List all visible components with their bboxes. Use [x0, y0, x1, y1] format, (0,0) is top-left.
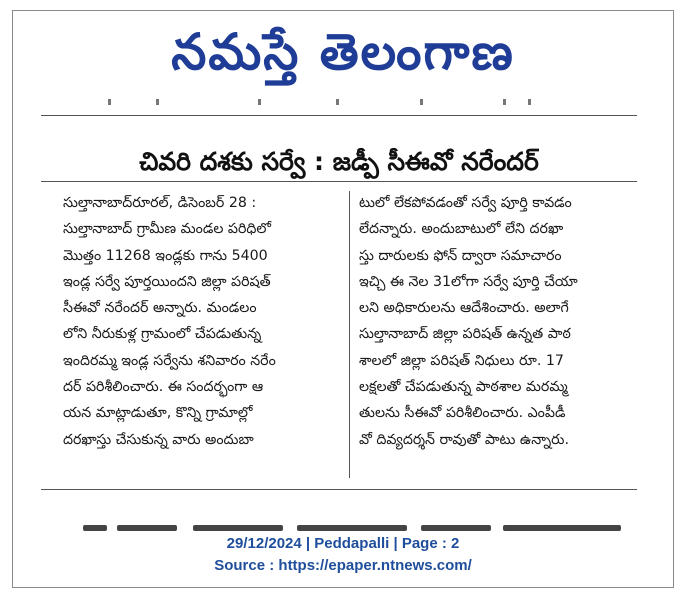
- article-line: దరఖాస్తు చేసుకున్న వారు అందుబా: [63, 431, 254, 448]
- article-line: మొత్తం 11268 ఇండ్లకు గాను 5400: [63, 247, 268, 264]
- newspaper-masthead: [13, 17, 673, 87]
- article-line: ఇందిరమ్మ ఇండ్ల సర్వేను శనివారం నరేం: [63, 352, 276, 369]
- masthead-title: నమస్తే తెలంగాణ: [171, 23, 515, 81]
- top-divider: [41, 115, 637, 116]
- article-line: సుల్తానాబాద్‌రూరల్, డిసెంబర్ 28 :: [63, 195, 257, 211]
- cropped-next-headline: [83, 523, 623, 533]
- clipping-frame: [12, 10, 674, 588]
- article-line: దర్ పరిశీలించారు. ఈ సందర్భంగా ఆ: [63, 379, 264, 396]
- article-column-1: [63, 190, 341, 453]
- headline-divider: [41, 181, 637, 182]
- article-line: ఇండ్ల సర్వే పూర్తయిందని జిల్లా పరిషత్: [63, 273, 271, 290]
- article-headline: [41, 147, 637, 183]
- article-line: సుల్తానాబాద్ గ్రామీణ మండల పరిధిలో: [63, 221, 272, 238]
- footer-date-line: 29/12/2024 | Peddapalli | Page : 2: [226, 535, 460, 552]
- cropped-text-remnant: [108, 99, 538, 107]
- column-divider: [349, 191, 350, 478]
- headline-text: చివరి దశకు సర్వే : జడ్పీ సీఈవో నరేందర్: [139, 147, 539, 176]
- footer-source-line: Source : https://epaper.ntnews.com/: [214, 557, 472, 574]
- article-line: సుల్తానాబాద్ జిల్లా పరిషత్ ఉన్నత పాఠ: [359, 326, 571, 343]
- article-line: స్తు దారులకు ఫోన్ ద్వారా సమాచారం: [359, 247, 562, 264]
- article-line: లక్షలతో చేపడుతున్న పాఠశాల మరమ్మ: [359, 379, 568, 396]
- article-line: శాలలో జిల్లా పరిషత్ నిధులు రూ. 17: [359, 352, 564, 369]
- article-line: టులో లేకపోవడంతో సర్వే పూర్తి కావడం: [359, 195, 572, 211]
- article-line: సీఈవో నరేందర్ అన్నారు. మండలం: [63, 300, 257, 317]
- bottom-divider: [41, 489, 637, 490]
- article-line: తులను సీఈవో పరిశీలించారు. ఎంపీడీ: [359, 405, 566, 422]
- article-line: లేదన్నారు. అందుబాటులో లేని దరఖా: [359, 221, 564, 238]
- article-line: వో దివ్యదర్శన్ రావుతో పాటు ఉన్నారు.: [359, 431, 569, 448]
- article-column-2: [359, 190, 629, 453]
- article-line: లని అధికారులను ఆదేశించారు. అలాగే: [359, 300, 569, 317]
- article-line: ఇచ్చి ఈ నెల 31లోగా సర్వే పూర్తి చేయా: [359, 273, 578, 290]
- article-line: లోని నీరుకుళ్ల గ్రామంలో చేపడుతున్న: [63, 326, 262, 343]
- article-line: యన మాట్లాడుతూ, కొన్ని గ్రామాల్లో: [63, 405, 253, 422]
